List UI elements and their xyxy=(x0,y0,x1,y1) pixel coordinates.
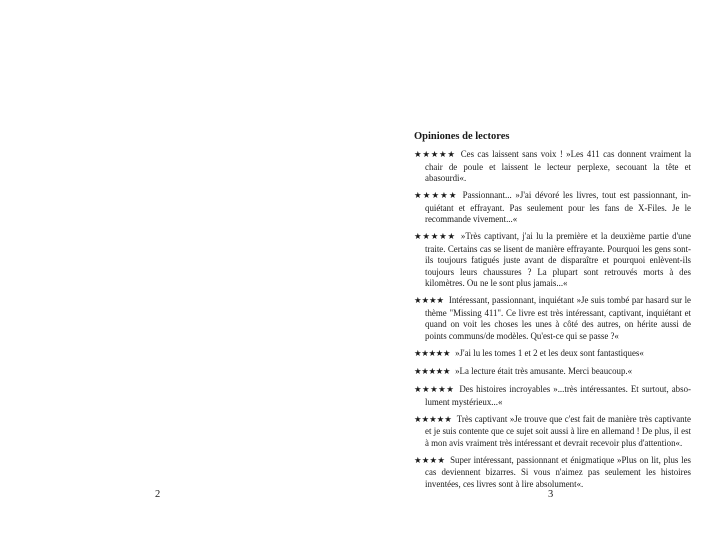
star-rating-icon: ★★★★★ xyxy=(414,366,451,377)
review-item xyxy=(414,348,691,361)
review-text: Passionnant... »J'ai dévoré les livres, tout est passionnant, inquiétant et effrayant. Pas seulement pour les fans de X-Files. Je le recommande vivement...« xyxy=(425,190,691,225)
review-text: Ces cas laissent sans voix ! »Les 411 cas donnent vraiment la chair de poule et laissent le lecteur perplexe, secouant la tête et abasourdi«. xyxy=(425,149,692,183)
review-text: Des histoires incroyables »...très intéressantes. Et surtout, absolument mystérieux...« xyxy=(425,384,691,407)
review-item xyxy=(414,366,691,379)
review-item xyxy=(414,414,691,450)
right-page xyxy=(360,0,720,540)
review-text: Intéressant, passionnant, inquiétant »Je suis tombé par hasard sur le thème "Missing 411". Ce livre est très intéressant, captivant, inquiétant et quand on voit les choses les unes à côté des autres, on hérite aussi de points communs/de modèles. Qu'est-ce qui se passe ?« xyxy=(425,295,691,341)
star-rating-icon: ★★★★★ xyxy=(414,191,458,202)
star-rating-icon: ★★★★★ xyxy=(414,414,452,425)
star-rating-icon: ★★★★★ xyxy=(414,232,456,243)
review-text: »La lecture était très amusante. Merci beaucoup.« xyxy=(455,365,633,376)
review-item xyxy=(414,231,691,290)
star-rating-icon: ★★★★★ xyxy=(414,150,456,160)
review-text: »J'ai lu les tomes 1 et 2 et les deux sont fantastiques« xyxy=(455,347,644,358)
review-item xyxy=(414,455,691,491)
review-item xyxy=(414,190,691,226)
reader-reviews-section xyxy=(414,131,691,496)
review-text: Super intéressant, passionnant et énigmatique »Plus on lit, plus les cas deviennent bizarres. Si vous n'aimez pas seulement les histoires inventées, ces livres sont à lire absolument«. xyxy=(425,454,691,489)
right-page-number: 3 xyxy=(548,489,554,500)
review-text: Très captivant »Je trouve que c'est fait de manière très captivante et je suis contente que ce sujet soit aussi à lire en allemand ! De plus, il est à mon avis vraiment très intéressant et devrait recevoir plus d'attention«. xyxy=(425,413,691,448)
left-page-number: 2 xyxy=(155,489,161,500)
review-item xyxy=(414,384,691,408)
review-item xyxy=(414,149,691,185)
review-item xyxy=(414,295,691,342)
section-title: Opiniones de lectores xyxy=(414,131,510,142)
star-rating-icon: ★★★★★ xyxy=(414,385,455,396)
star-rating-icon: ★★★★ xyxy=(414,296,444,307)
star-rating-icon: ★★★★ xyxy=(414,455,446,466)
star-rating-icon: ★★★★★ xyxy=(414,348,451,359)
review-text: »Très captivant, j'ai lu la première et la deuxième partie d'une traite. Certains cas se lisent de manière effrayante. Pourquoi les gens sont-ils toujours fatigués juste avant de disparaître et pourquoi enlèvent-ils toujours leurs chaussures ? La plupart sont retrouvés morts à des kilomètres. Ou ne le sont plus jamais...« xyxy=(425,231,691,289)
